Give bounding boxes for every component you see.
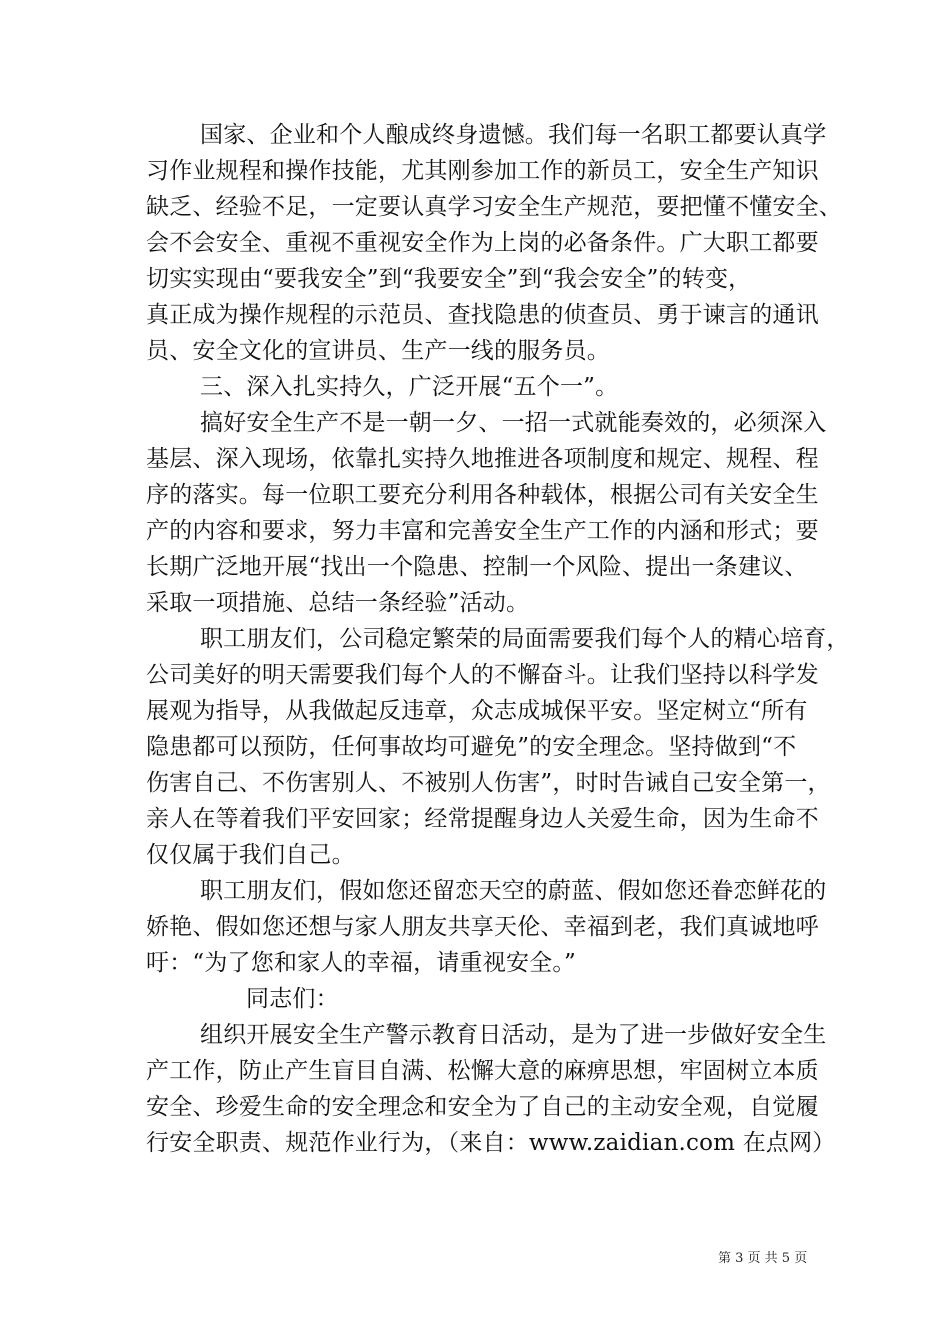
text-line: 组织开展安全生产警示教育日活动，是为了进一步做好安全生: [200, 1022, 827, 1048]
text-line: 序的落实。每一位职工要充分利用各种载体，根据公司有关安全生: [146, 482, 819, 508]
text-line: 搞好安全生产不是一朝一夕、一招一式就能奏效的，必须深入: [200, 410, 827, 436]
text-line: 基层、深入现场，依靠扎实持久地推进各项制度和规定、规程、程: [146, 446, 819, 472]
text-line: 伤害自己、不伤害别人、不被别人伤害”，时时告诫自己安全第一，: [146, 770, 831, 796]
text-line: 国家、企业和个人酿成终身遗憾。我们每一名职工都要认真学: [200, 122, 827, 148]
text-line: 长期广泛地开展“找出一个隐患、控制一个风险、提出一条建议、: [146, 554, 808, 580]
text-line: 仅仅属于我们自己。: [146, 842, 355, 868]
text-line: 公司美好的明天需要我们每个人的不懈奋斗。让我们坚持以科学发: [146, 662, 819, 688]
text-line: 员、安全文化的宣讲员、生产一线的服务员。: [146, 338, 610, 364]
text-line: 职工朋友们，假如您还留恋天空的蔚蓝、假如您还眷恋鲜花的: [200, 878, 827, 904]
text-line: 行安全职责、规范作业行为，（来自：www.zaidian.com 在点网）: [146, 1130, 836, 1156]
text-line: 安全、珍爱生命的安全理念和安全为了自己的主动安全观，自觉履: [146, 1094, 819, 1120]
text-line: 职工朋友们，公司稳定繁荣的局面需要我们每个人的精心培育，: [200, 626, 850, 652]
text-line: 缺乏、经验不足，一定要认真学习安全生产规范，要把懂不懂安全、: [146, 194, 842, 220]
text-line: 产工作，防止产生盲目自满、松懈大意的麻痹思想，牢固树立本质: [146, 1058, 819, 1084]
section-heading: 三、深入扎实持久，广泛开展“五个一”。: [200, 374, 619, 400]
salutation: 同志们：: [246, 986, 339, 1012]
text-line: 隐患都可以预防，任何事故均可避免”的安全理念。坚持做到“不: [146, 734, 797, 760]
text-line: 娇艳、假如您还想与家人朋友共享天伦、幸福到老，我们真诚地呼: [146, 914, 819, 940]
text-line: 习作业规程和操作技能，尤其刚参加工作的新员工，安全生产知识: [146, 158, 819, 184]
text-line: 会不会安全、重视不重视安全作为上岗的必备条件。广大职工都要: [146, 230, 819, 256]
text-line: 吁：“为了您和家人的幸福，请重视安全。”: [146, 950, 577, 976]
text-line: 真正成为操作规程的示范员、查找隐患的侦查员、勇于谏言的通讯: [146, 302, 819, 328]
text-line: 采取一项措施、总结一条经验”活动。: [146, 590, 530, 616]
text-line: 展观为指导，从我做起反违章，众志成城保平安。坚定树立“所有: [146, 698, 808, 724]
text-line: 切实实现由“要我安全”到“我要安全”到“我会安全”的转变，: [146, 266, 752, 292]
text-line: 产的内容和要求，努力丰富和完善安全生产工作的内涵和形式；要: [146, 518, 819, 544]
text-line: 亲人在等着我们平安回家；经常提醒身边人关爱生命，因为生命不: [146, 806, 819, 832]
page-number: 第 3 页 共 5 页: [718, 1251, 808, 1266]
